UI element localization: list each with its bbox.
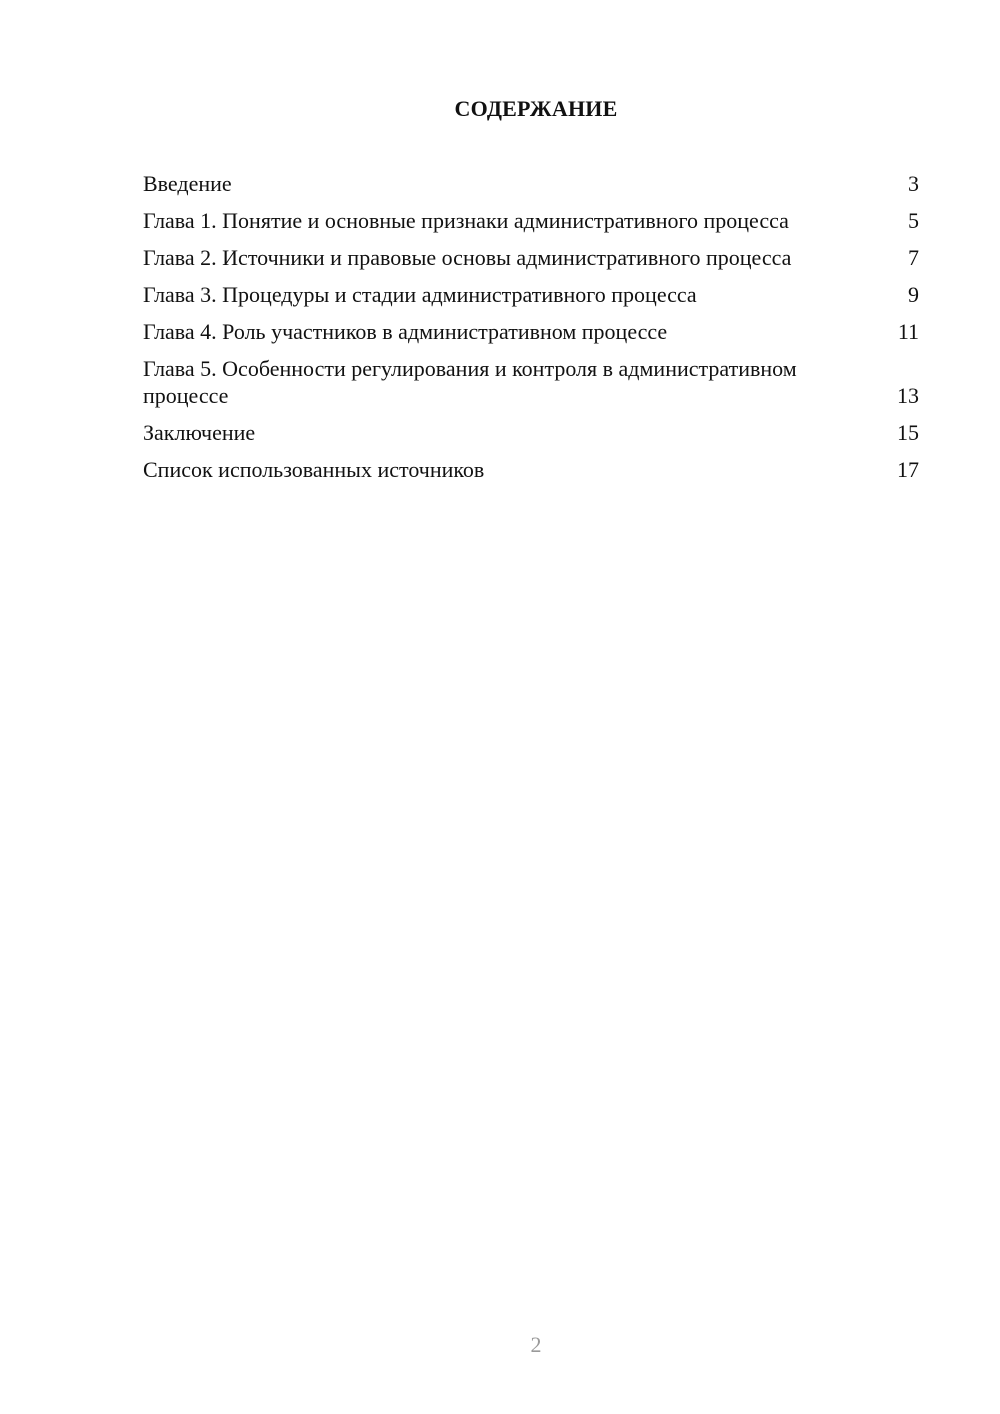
toc-entry-text: Список использованных источников: [143, 457, 485, 482]
toc-entry-page: 5: [908, 208, 919, 233]
toc-entry-text: Глава 1. Понятие и основные признаки административного процесса: [143, 208, 789, 233]
toc-entry-text: Заключение: [143, 420, 256, 445]
table-of-contents: [143, 170, 919, 493]
toc-entry-page: 9: [908, 282, 919, 307]
toc-entry-chapter-3: [143, 281, 919, 308]
toc-entry-conclusion: [143, 419, 919, 446]
toc-entry-chapter-4: [143, 318, 919, 345]
toc-entry-chapter-2: [143, 244, 919, 271]
toc-entry-page: 13: [897, 383, 919, 408]
toc-entry-page: 3: [908, 171, 919, 196]
toc-entry-chapter-5: [143, 355, 919, 409]
toc-entry-text: Глава 5. Особенности регулирования и контроля в административном процессе: [143, 356, 797, 408]
toc-entry-references: [143, 456, 919, 483]
toc-entry-introduction: [143, 170, 919, 197]
page-number: 2: [530, 1332, 542, 1357]
toc-entry-page: 17: [897, 457, 919, 482]
toc-entry-text: Глава 4. Роль участников в административном процессе: [143, 319, 668, 344]
toc-entry-page: 7: [908, 245, 919, 270]
page-title: СОДЕРЖАНИЕ: [454, 96, 618, 121]
toc-entry-text: Глава 3. Процедуры и стадии административного процесса: [143, 282, 697, 307]
toc-entry-page: 11: [897, 319, 919, 344]
toc-entry-page: 15: [897, 420, 919, 445]
toc-entry-chapter-1: [143, 207, 919, 234]
toc-entry-text: Введение: [143, 171, 232, 196]
toc-entry-text: Глава 2. Источники и правовые основы административного процесса: [143, 245, 792, 270]
